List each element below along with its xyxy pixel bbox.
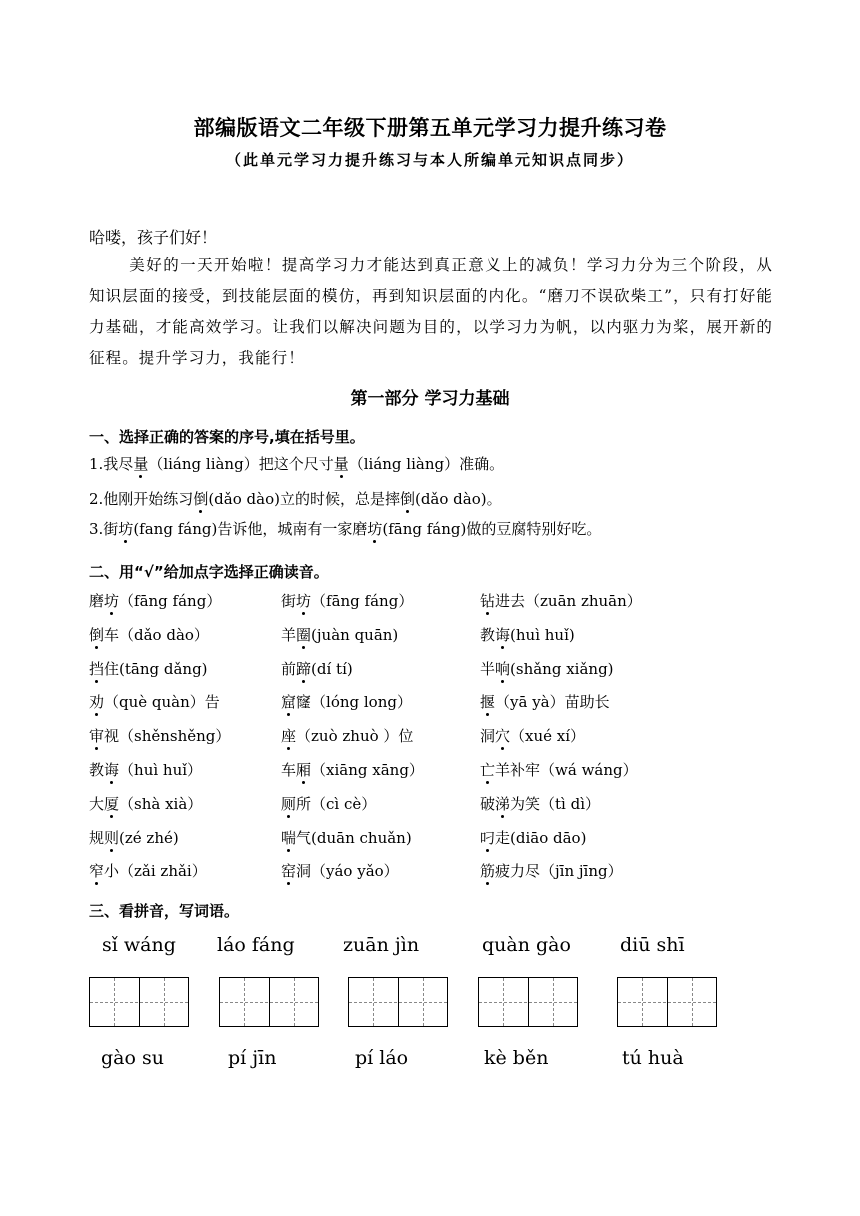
question-text: 3.街 <box>89 520 119 538</box>
pinyin-options: 小（zǎi zhǎi） <box>104 862 207 881</box>
reading-item <box>89 658 208 679</box>
pinyin-options: 进去（zuān zhuān） <box>495 592 642 610</box>
pinyin-options: （xiāng xāng） <box>311 761 424 779</box>
reading-item <box>281 624 398 645</box>
dotted-char: 亡 <box>480 761 496 779</box>
dotted-char: 座 <box>281 727 297 746</box>
pinyin-prompt: diū shī <box>620 934 685 956</box>
reading-item <box>89 725 230 746</box>
dotted-char: 倒 <box>399 490 415 508</box>
question-text: （liáng liàng）把这个尺寸 <box>148 455 334 473</box>
pinyin-prompt: láo fáng <box>217 934 295 956</box>
pinyin-prompt: gào su <box>101 1047 164 1069</box>
reading-item <box>480 624 575 645</box>
reading-item <box>281 793 376 814</box>
reading-item <box>480 827 586 848</box>
word-char: 教 <box>89 761 105 779</box>
dotted-char: 钻 <box>480 592 496 610</box>
question-text: (dǎo dào)。 <box>414 490 502 508</box>
dotted-char: 挡 <box>89 659 105 678</box>
dotted-char: 喘 <box>281 828 297 847</box>
dotted-char: 筋 <box>480 862 496 881</box>
dotted-char: 倒 <box>89 625 105 644</box>
reading-item <box>480 759 638 780</box>
word-char: 破 <box>480 794 496 813</box>
dotted-char: 涕 <box>495 794 511 813</box>
question-text: 2.他刚开始练习 <box>89 490 194 508</box>
pinyin-options: （zuò zhuò ）位 <box>296 727 414 746</box>
reading-item <box>281 590 413 611</box>
writing-box[interactable] <box>617 977 717 1027</box>
writing-box[interactable] <box>348 977 448 1027</box>
dotted-char: 厦 <box>104 794 120 813</box>
page-subtitle: （此单元学习力提升练习与本人所编单元知识点同步） <box>225 151 634 169</box>
pinyin-prompt: pí láo <box>355 1047 409 1069</box>
pinyin-options: (huì huǐ) <box>510 625 575 644</box>
reading-item <box>281 759 424 780</box>
pinyin-options: （huì huǐ） <box>119 761 203 779</box>
pinyin-options: 走(diāo dāo) <box>495 828 587 847</box>
question-text: (fang fáng)告诉他，城南有一家磨 <box>133 520 368 538</box>
word-char: 羊 <box>281 625 297 644</box>
word-char: 大 <box>89 794 105 813</box>
pinyin-options: (juàn quān) <box>311 625 399 644</box>
reading-item <box>89 691 220 712</box>
pinyin-options: （shà xià） <box>119 794 203 813</box>
pinyin-options: (dí tí) <box>311 659 353 678</box>
section-1-heading: 一、选择正确的答案的序号,填在括号里。 <box>89 428 365 446</box>
word-char: 半 <box>480 659 496 678</box>
pinyin-options: 为笑（tì dì） <box>510 794 601 813</box>
dotted-char: 量 <box>333 455 349 473</box>
dotted-char: 厢 <box>296 761 312 779</box>
pinyin-options: (zé zhé) <box>119 828 179 847</box>
reading-item <box>281 658 353 679</box>
dotted-char: 响 <box>495 659 511 678</box>
reading-item <box>89 759 202 780</box>
section-2-heading: 二、用“√”给加点字选择正确读音。 <box>89 563 329 581</box>
pinyin-options: （fāng fáng） <box>311 592 414 610</box>
word-char: 教 <box>480 625 496 644</box>
pinyin-prompt: zuān jìn <box>343 934 420 956</box>
writing-box[interactable] <box>219 977 319 1027</box>
dotted-char: 诲 <box>104 761 120 779</box>
dotted-char: 窟 <box>281 693 297 712</box>
pinyin-prompt: sǐ wáng <box>102 934 176 956</box>
pinyin-options: （yā yà）苗助长 <box>495 693 610 712</box>
dotted-char: 揠 <box>480 693 496 712</box>
dotted-char: 厕 <box>281 794 297 813</box>
pinyin-options: 住(tāng dǎng) <box>104 659 208 678</box>
reading-item <box>480 860 623 881</box>
dotted-char: 量 <box>133 455 149 473</box>
section-3-heading: 三、看拼音，写词语。 <box>89 902 240 920</box>
pinyin-options: 疲力尽（jīn jīng） <box>495 862 623 881</box>
question-text: (dǎo dào)立的时候，总是摔 <box>208 490 400 508</box>
grid-guide <box>349 1002 447 1003</box>
word-char: 磨 <box>89 592 105 610</box>
dotted-char: 圈 <box>296 625 312 644</box>
word-char: 规 <box>89 828 105 847</box>
reading-item <box>480 793 600 814</box>
word-char: 车 <box>281 761 297 779</box>
pinyin-options: 羊补牢（wá wáng） <box>495 761 638 779</box>
pinyin-options: 所（cì cè） <box>296 794 377 813</box>
dotted-char: 审 <box>89 727 105 746</box>
writing-box[interactable] <box>478 977 578 1027</box>
question-text: 1.我尽 <box>89 455 134 473</box>
grid-guide <box>90 1002 188 1003</box>
question-line <box>89 518 601 539</box>
dotted-char: 窑 <box>281 862 297 881</box>
part-title: 第一部分 学习力基础 <box>350 389 510 409</box>
dotted-char: 坊 <box>104 592 120 610</box>
reading-item <box>89 590 221 611</box>
reading-item <box>480 725 585 746</box>
dotted-char: 诲 <box>495 625 511 644</box>
dotted-char: 穴 <box>495 727 511 746</box>
reading-item <box>281 691 412 712</box>
question-text: （liáng liàng）准确。 <box>348 455 505 473</box>
dotted-char: 坊 <box>367 520 383 538</box>
dotted-char: 劝 <box>89 693 105 712</box>
pinyin-options: 窿（lóng long） <box>296 693 412 712</box>
pinyin-options: （què quàn）告 <box>104 693 220 712</box>
reading-item <box>89 827 179 848</box>
pinyin-options: 气(duān chuǎn) <box>296 828 412 847</box>
pinyin-options: 视（shěnshěng） <box>104 727 231 746</box>
pinyin-options: （fāng fáng） <box>119 592 222 610</box>
dotted-char: 则 <box>104 828 120 847</box>
reading-item <box>89 860 207 881</box>
pinyin-prompt: kè běn <box>484 1047 549 1069</box>
dotted-char: 窄 <box>89 862 105 881</box>
grid-guide <box>220 1002 318 1003</box>
question-line <box>89 453 504 474</box>
question-text: (fāng fáng)做的豆腐特别好吃。 <box>382 520 602 538</box>
pinyin-options: (shǎng xiǎng) <box>510 659 614 678</box>
dotted-char: 坊 <box>296 592 312 610</box>
word-char: 前 <box>281 659 297 678</box>
word-char: 洞 <box>480 727 496 746</box>
reading-item <box>89 793 202 814</box>
pinyin-prompt: quàn gào <box>482 934 571 956</box>
question-line <box>89 488 502 509</box>
intro-paragraph: 美好的一天开始啦！提高学习力才能达到真正意义上的减负！学习力分为三个阶段，从知识层面的接受，到技能层面的模仿，再到知识层面的内化。“磨刀不误砍柴工”，只有打好能力基础，才能高效学习。让我们以解决问题为目的，以学习力为帆，以内驱力为桨，展开新的征程。提升学习力，我能行！ <box>89 256 773 367</box>
pinyin-prompt: tú huà <box>622 1047 684 1069</box>
greeting: 哈喽，孩子们好！ <box>89 228 218 247</box>
pinyin-options: （xué xí） <box>510 727 586 746</box>
writing-box[interactable] <box>89 977 189 1027</box>
pinyin-prompt: pí jīn <box>228 1047 277 1069</box>
grid-guide <box>618 1002 716 1003</box>
reading-item <box>480 658 614 679</box>
reading-item <box>281 725 413 746</box>
dotted-char: 坊 <box>118 520 134 538</box>
reading-item <box>480 590 642 611</box>
grid-guide <box>479 1002 577 1003</box>
pinyin-options: 洞（yáo yǎo） <box>296 862 399 881</box>
dotted-char: 叼 <box>480 828 496 847</box>
reading-item <box>281 827 412 848</box>
dotted-char: 倒 <box>193 490 209 508</box>
reading-item <box>480 691 610 712</box>
dotted-char: 蹄 <box>296 659 312 678</box>
reading-item <box>281 860 399 881</box>
pinyin-options: 车（dǎo dào） <box>104 625 209 644</box>
reading-item <box>89 624 209 645</box>
word-char: 街 <box>281 592 297 610</box>
page-title: 部编版语文二年级下册第五单元学习力提升练习卷 <box>193 116 667 140</box>
